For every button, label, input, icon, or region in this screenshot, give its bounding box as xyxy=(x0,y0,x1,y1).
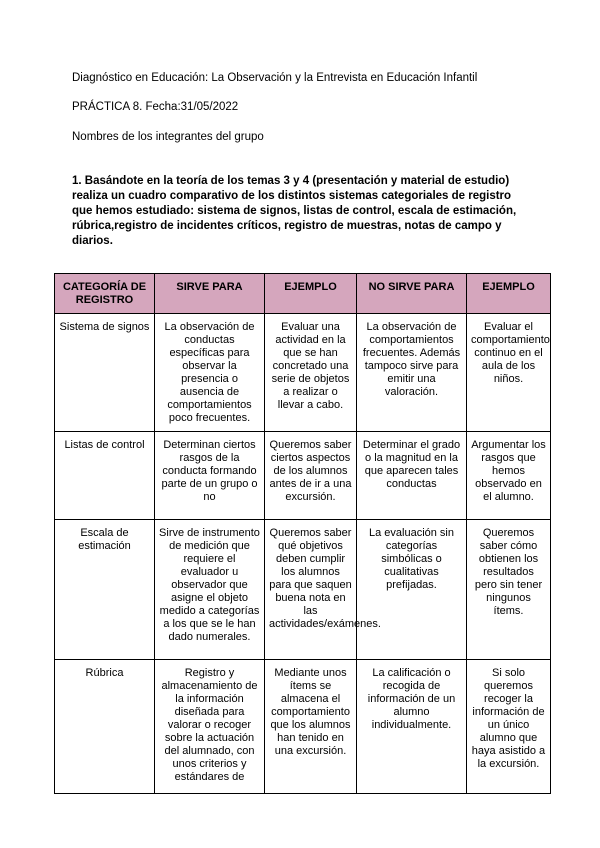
cell-example-not: Argumentar los rasgos que hemos observado en el alumno. xyxy=(467,432,551,520)
cell-not-for: La calificación o recogida de información de un alumno individualmente. xyxy=(357,660,467,794)
header-example: EJEMPLO xyxy=(265,274,357,314)
table-row xyxy=(55,520,551,660)
header-serves-for: SIRVE PARA xyxy=(155,274,265,314)
subject-line: Diagnóstico en Educación: La Observación y la Entrevista en Educación Infantil xyxy=(72,72,478,84)
cell-not-for: La evaluación sin categorías simbólicas o cualitativas prefijadas. xyxy=(357,520,467,660)
cell-serves-for: Registro y almacenamiento de la información diseñada para valorar o recoger sobre la actuación del alumnado, con unos criterios y estándares de xyxy=(155,660,265,794)
cell-example: Queremos saber qué objetivos deben cumplir los alumnos para que saquen buena nota en las actividades/exámenes. xyxy=(265,520,357,660)
cell-example: Evaluar una actividad en la que se han concretado una serie de objetos a realizar o llevar a cabo. xyxy=(265,314,357,432)
header-not-for: NO SIRVE PARA xyxy=(357,274,467,314)
header-category: CATEGORÍA DE REGISTRO xyxy=(55,274,155,314)
cell-example: Mediante unos ítems se almacena el comportamiento que los alumnos han tenido en una excursión. xyxy=(265,660,357,794)
cell-example-not: Queremos saber cómo obtienen los resultados pero sin tener ningunos ítems. xyxy=(467,520,551,660)
cell-serves-for: La observación de conductas específicas para observar la presencia o ausencia de comportamientos poco frecuentes. xyxy=(155,314,265,432)
cell-serves-for: Determinan ciertos rasgos de la conducta formando parte de un grupo o no xyxy=(155,432,265,520)
cell-example: Queremos saber ciertos aspectos de los alumnos antes de ir a una excursión. xyxy=(265,432,357,520)
cell-category: Escala de estimación xyxy=(55,520,155,660)
comparison-table xyxy=(54,273,551,794)
table-header-row xyxy=(55,274,551,314)
cell-category: Rúbrica xyxy=(55,660,155,794)
cell-example-not: Si solo queremos recoger la información de un único alumno que haya asistido a la excursión. xyxy=(467,660,551,794)
table-row xyxy=(55,432,551,520)
cell-category: Sistema de signos xyxy=(55,314,155,432)
header-example-not: EJEMPLO xyxy=(467,274,551,314)
cell-not-for: La observación de comportamientos frecuentes. Además tampoco sirve para emitir una valoración. xyxy=(357,314,467,432)
cell-not-for: Determinar el grado o la magnitud en la que aparecen tales conductas xyxy=(357,432,467,520)
cell-serves-for: Sirve de instrumento de medición que requiere el evaluador u observador que asigne el objeto medido a categorías a los que se le han dado numerales. xyxy=(155,520,265,660)
practice-date-line: PRÁCTICA 8. Fecha:31/05/2022 xyxy=(72,101,239,113)
cell-example-not: Evaluar el comportamiento continuo en el aula de los niños. xyxy=(467,314,551,432)
table-row xyxy=(55,660,551,794)
table-row xyxy=(55,314,551,432)
cell-category: Listas de control xyxy=(55,432,155,520)
question-text: 1. Basándote en la teoría de los temas 3 y 4 (presentación y material de estudio) realiza un cuadro comparativo de los distintos sistemas categoriales de registro que hemos estudiado: sistema de signos, listas de control, escala de estimación, rúbrica,registro de incidentes críticos, registro de muestras, notas de campo y diarios. xyxy=(72,175,517,247)
group-members-line: Nombres de los integrantes del grupo xyxy=(72,131,264,143)
